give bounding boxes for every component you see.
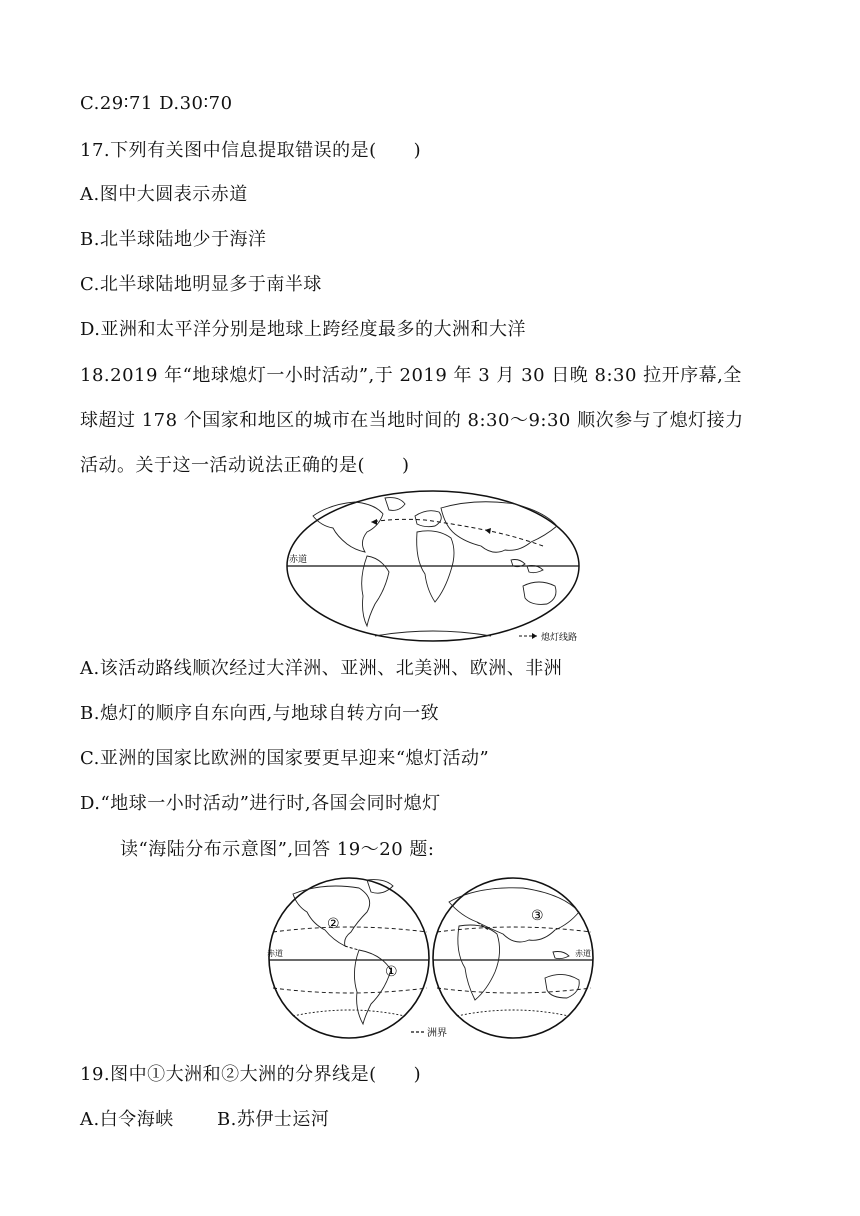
q18-option-c: C.亚洲的国家比欧洲的国家要更早迎来“熄灯活动” — [80, 748, 490, 769]
q18-option-d: D.“地球一小时活动”进行时,各国会同时熄灯 — [80, 793, 441, 814]
q16-options-continued: C.29∶71 D.30∶70 — [80, 93, 233, 114]
hemisphere-map — [263, 872, 603, 1042]
q17-option-b: B.北半球陆地少于海洋 — [80, 229, 267, 250]
legend-continent-boundary: 洲界 — [427, 1028, 447, 1039]
q19-stem: 19.图中①大洲和②大洲的分界线是( ) — [80, 1064, 422, 1085]
equator-right-label: 赤道 — [575, 949, 591, 958]
reading-prompt: 读“海陆分布示意图”,回答 19～20 题: — [120, 839, 435, 860]
label-3: ③ — [531, 908, 544, 924]
q17-option-d: D.亚洲和太平洋分别是地球上跨经度最多的大洲和大洋 — [80, 319, 527, 340]
q17-option-c: C.北半球陆地明显多于南半球 — [80, 274, 322, 295]
world-map-lights-out — [275, 486, 595, 646]
map-equator-label: 赤道 — [289, 555, 308, 565]
q18-option-b: B.熄灯的顺序自东向西,与地球自转方向一致 — [80, 703, 440, 724]
label-2: ② — [327, 916, 340, 932]
q18-stem-line3: 活动。关于这一活动说法正确的是( ) — [80, 455, 410, 476]
equator-left-label: 赤道 — [267, 949, 283, 958]
map-legend-label: 熄灯线路 — [541, 633, 578, 643]
q17-option-a: A.图中大圆表示赤道 — [80, 184, 248, 205]
label-1: ① — [385, 964, 398, 980]
q17-stem: 17.下列有关图中信息提取错误的是( ) — [80, 140, 422, 161]
q18-stem-line2: 球超过 178 个国家和地区的城市在当地时间的 8:30～9:30 顺次参与了熄灯接力 — [80, 410, 744, 431]
q18-stem-line1: 18.2019 年“地球熄灯一小时活动”,于 2019 年 3 月 30 日晚 8:30 拉开序幕,全 — [80, 365, 742, 386]
q19-options: A.白令海峡 B.苏伊士运河 — [80, 1109, 330, 1130]
q18-option-a: A.该活动路线顺次经过大洋洲、亚洲、北美洲、欧洲、非洲 — [80, 658, 563, 679]
